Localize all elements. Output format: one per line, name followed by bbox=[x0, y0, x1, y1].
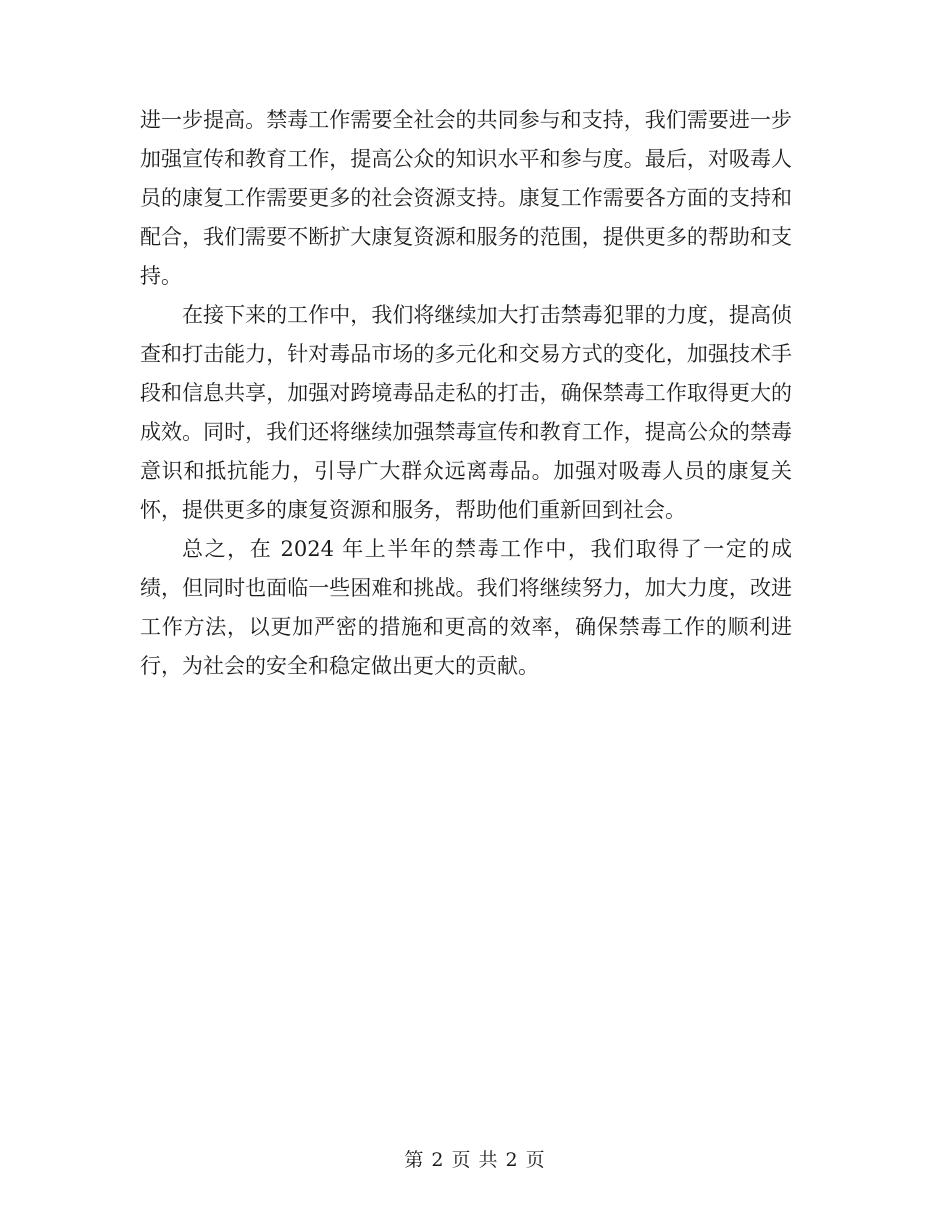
paragraph-continuation: 进一步提高。禁毒工作需要全社会的共同参与和支持，我们需要进一步加强宣传和教育工作，提高公众的知识水平和参与度。最后，对吸毒人员的康复工作需要更多的社会资源支持。康复工作需要各方面的支持和配合，我们需要不断扩大康复资源和服务的范围，提供更多的帮助和支持。 bbox=[140, 108, 792, 288]
document-body bbox=[140, 101, 792, 686]
page-footer: 第 2 页 共 2 页 bbox=[404, 1149, 546, 1171]
paragraph-summary: 总之，在 2024 年上半年的禁毒工作中，我们取得了一定的成绩，但同时也面临一些困难和挑战。我们将继续努力，加大力度，改进工作方法，以更加严密的措施和更高的效率，确保禁毒工作的顺利进行，为社会的安全和稳定做出更大的贡献。 bbox=[140, 537, 792, 678]
paragraph-next-steps: 在接下来的工作中，我们将继续加大打击禁毒犯罪的力度，提高侦查和打击能力，针对毒品市场的多元化和交易方式的变化，加强技术手段和信息共享，加强对跨境毒品走私的打击，确保禁毒工作取得更大的成效。同时，我们还将继续加强禁毒宣传和教育工作，提高公众的禁毒意识和抵抗能力，引导广大群众远离毒品。加强对吸毒人员的康复关怀，提供更多的康复资源和服务，帮助他们重新回到社会。 bbox=[140, 303, 792, 522]
